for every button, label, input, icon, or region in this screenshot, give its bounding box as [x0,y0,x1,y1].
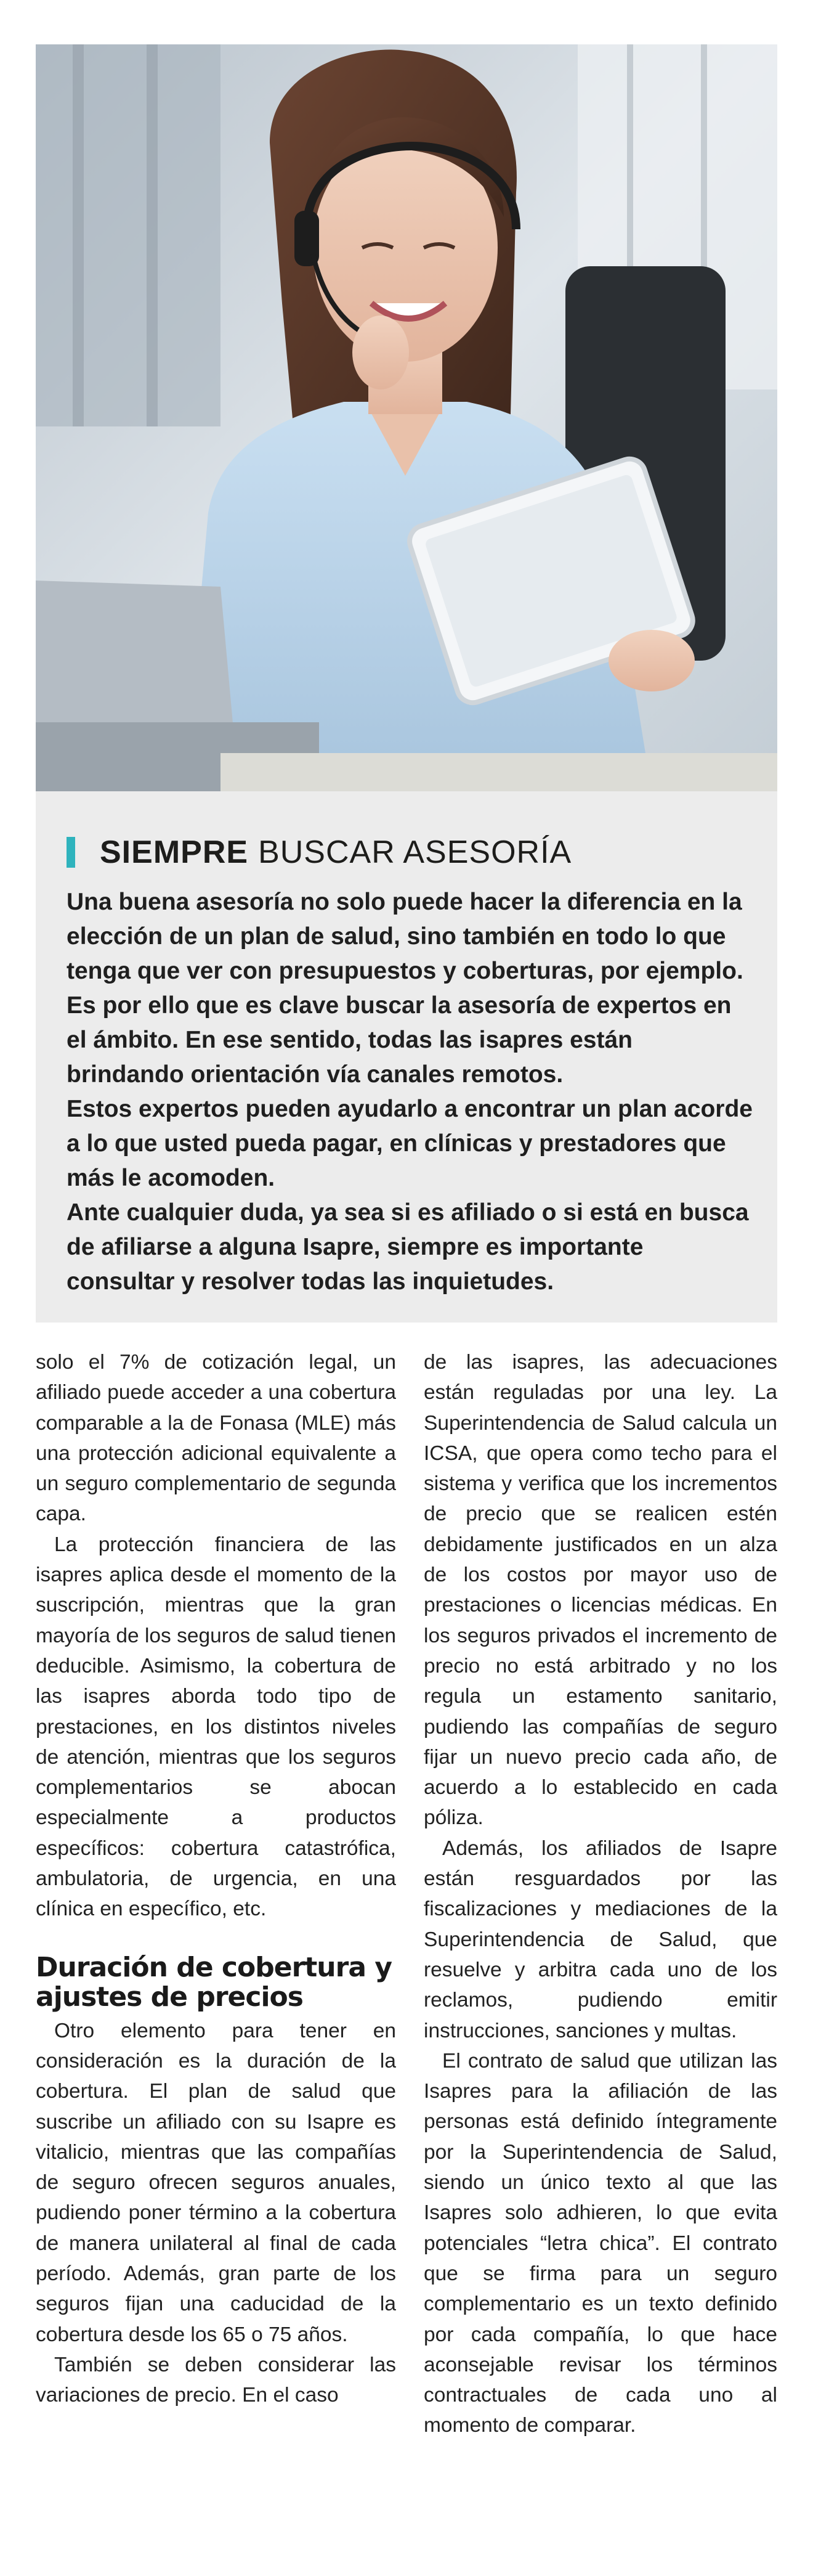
sidebar-paragraph: Estos expertos pueden ayudarlo a encontrar un plan acorde a lo que usted pueda pagar, en clínicas y prestadores que más le acomoden. [67,1096,753,1191]
article-paragraph: La protección financiera de las isapres aplica desde el momento de la suscripción, mientras que la gran mayoría de los seguros de salud tienen deducible. Asimismo, la cobertura de las isapres aborda todo tipo de prestaciones, en los distintos niveles de atención, mientras que los seguros complementarios se abocan especialmente a productos específicos: cobertura catastrófica, ambulatoria, de urgencia, en una clínica en específico, etc. [36,1533,396,1921]
sidebar-paragraph: Ante cualquier duda, ya sea si es afiliado o si está en busca de afiliarse a alguna Isapre, siempre es importante consultar y resolver todas las inquietudes. [67,1199,749,1295]
article-paragraph: solo el 7% de cotización legal, un afiliado puede acceder a una cobertura comparable a la de Fonasa (MLE) más una protección adicional equivalente a un seguro complementario de segunda capa. [36,1351,396,1526]
sidebar-paragraph: Es por ello que es clave buscar la asesoría de expertos en el ámbito. En ese sentido, todas las isapres están brindando orientación vía canales remotos. [67,992,732,1088]
sidebar-title [67,834,572,870]
sidebar-title-strong: SIEMPRE [100,834,249,870]
article-paragraph: Además, los afiliados de Isapre están resguardados por las fiscalizaciones y mediaciones de la Superintendencia de Salud, que resuelve y arbitra cada uno de los reclamos, pudiendo emitir instrucciones, sanciones y multas. [424,1836,777,2042]
article-photo [36,44,777,791]
article-subheading: Duración de cobertura y ajustes de precios [36,1951,392,2013]
article-paragraph: Otro elemento para tener en consideración es la duración de la cobertura. El plan de salud que suscribe un afiliado con su Isapre es vitalicio, mientras que las compañías de seguro ofrecen seguros anuales, pudiendo poner término a la cobertura de manera unilateral al final de cada período. Además, gran parte de los seguros fijan una caducidad de la cobertura desde los 65 o 75 años. [36,2019,396,2346]
article-column-right [424,1347,777,2441]
article-paragraph: de las isapres, las adecuaciones están reguladas por una ley. La Superintendencia de Salud calcula un ICSA, que opera como techo para el sistema y verifica que los incrementos de precio que se realicen estén debidamente justificados en un alza de los costos por mayor uso de prestaciones o licencias médicas. En los seguros privados el incremento de precio no está arbitrado y no los regula un estamento sanitario, pudiendo las compañías de seguro fijar un nuevo precio cada año, de acuerdo a lo establecido en cada póliza. [424,1351,777,1830]
article-paragraph: El contrato de salud que utilizan las Isapres para la afiliación de las personas está definido íntegramente por la Superintendencia de Salud, siendo un único texto al que las Isapres solo adhieren, lo que evita potenciales “letra chica”. El contrato que se firma para un seguro complementario es un texto definido por cada compañía, lo que hace aconsejable revisar los términos contractuales de cada uno al momento de comparar. [424,2049,777,2437]
sidebar-paragraph: Una buena asesoría no solo puede hacer la diferencia en la elección de un plan de salud, sino también en todo lo que tenga que ver con presupuestos y coberturas, por ejemplo. [67,889,743,984]
photo-illustration [36,44,777,791]
sidebar-body [67,885,756,1299]
advice-sidebar [36,791,777,1323]
accent-bar [67,837,75,868]
article-column-left [36,1347,396,2411]
sidebar-title-light: BUSCAR ASESORÍA [258,834,572,870]
article-paragraph: También se deben considerar las variaciones de precio. En el caso [36,2353,396,2407]
